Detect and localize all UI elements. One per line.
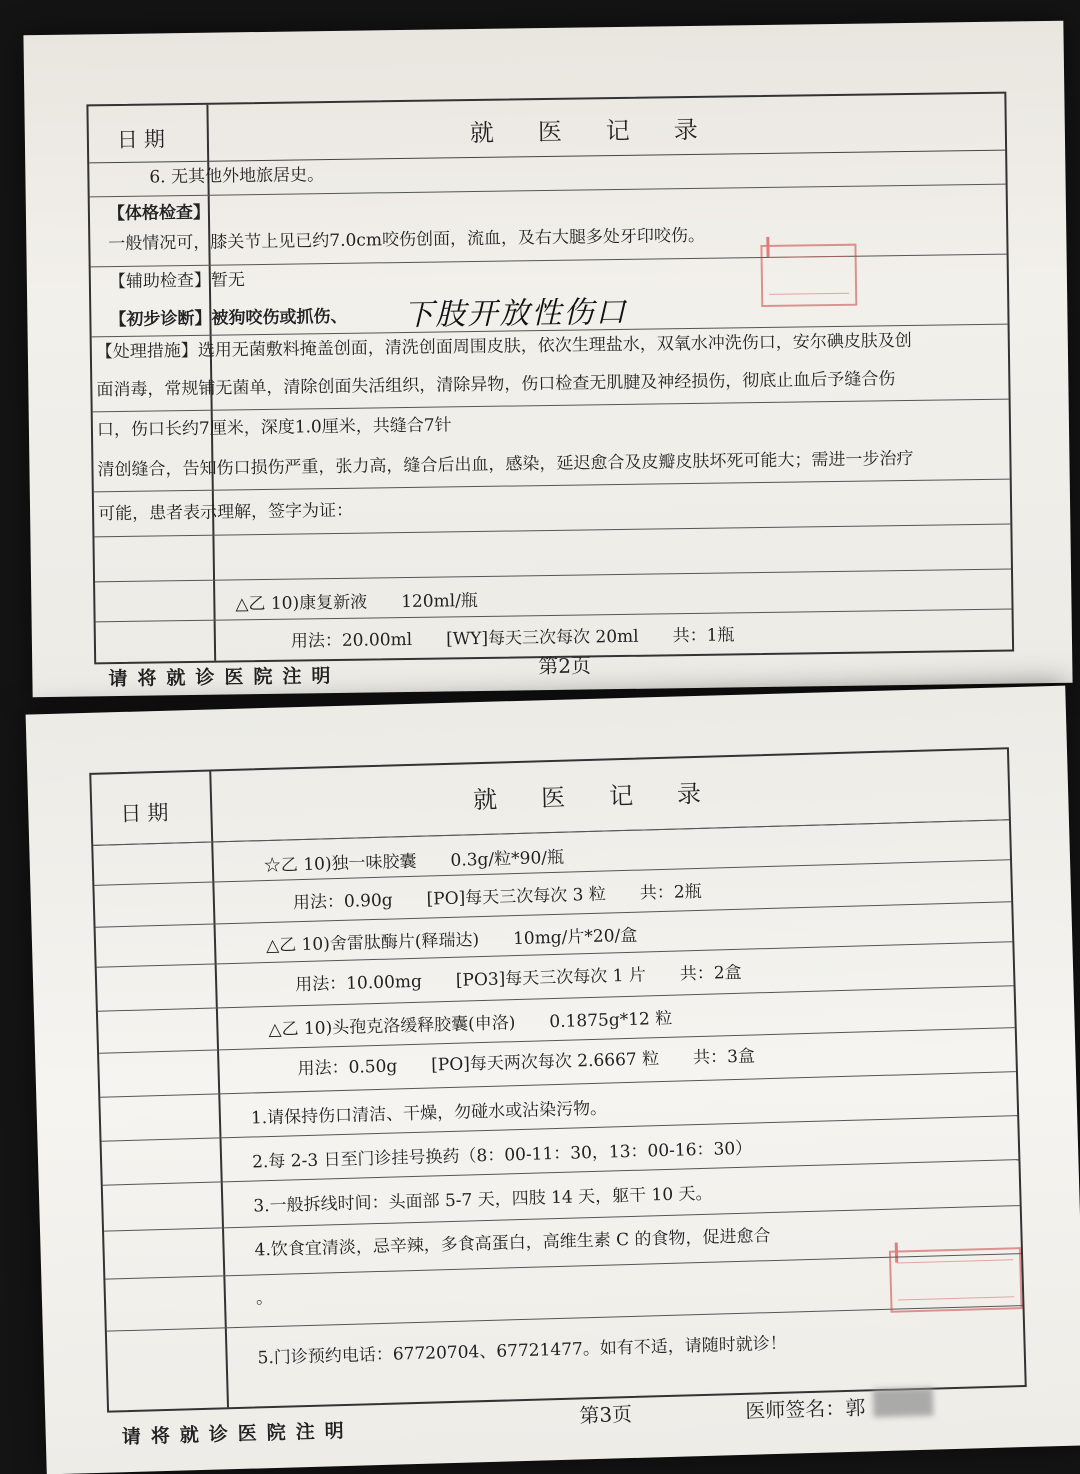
drug-line: △乙 10)头孢克洛缓释胶囊(申洛) 0.1875g*12 粒 [268,1008,673,1041]
usage-line: 用法：0.90g [PO]每天三次每次 3 粒 共：2瓶 [292,881,702,914]
record-line: 【辅助检查】暂无 [108,270,246,293]
drug-line: △乙 10)舍雷肽酶片(释瑞达) 10mg/片*20/盒 [265,925,638,957]
instruction-line: 1.请保持伤口清洁、干燥，勿碰水或沾染污物。 [250,1098,608,1129]
redacted-signature [873,1388,934,1418]
usage-line: 用法：0.50g [PO]每天两次每次 2.6667 粒 共：3盒 [297,1046,756,1080]
drug-line: ☆乙 10)独一味胶囊 0.3g/粒*90/瓶 [263,847,565,877]
record-table [86,92,1014,665]
record-line: 口，伤口长约7厘米，深度1.0厘米，共缝合7针 [96,415,452,441]
instruction-line: 4.饮食宜清淡，忌辛辣，多食高蛋白，高维生素 C 的食物，促进愈合 [254,1226,771,1261]
record-line: 可能，患者表示理解，签字为证： [97,500,354,525]
record-line: 面消毒，常规铺无菌单，清除创面失活组织，清除异物，伤口检查无肌腱及神经损伤，彻底止血后予缝合伤 [96,369,896,401]
drug-line: △乙 10)康复新液 120ml/瓶 [235,591,478,615]
hospital-stamp [760,244,857,307]
date-header: 日期 [116,127,172,152]
instruction-line: 。 [255,1287,274,1309]
record-line: 一般情况可，膝关节上见已约7.0cm咬伤创面，流血，及右大腿多处牙印咬伤。 [108,225,706,255]
instruction-line: 3.一般拆线时间：头面部 5-7 天，四肢 14 天，躯干 10 天。 [253,1183,713,1217]
record-page-2 [23,21,1072,697]
page-number: 第3页 [579,1402,633,1428]
instruction-line: 2.每 2-3 日至门诊挂号换药（8：00-11：30，13：00-16：30） [251,1138,753,1173]
footer-note: 请将就诊医院注明 [108,664,341,691]
record-title: 就医记录 [469,115,743,148]
record-line: 【初步诊断】被狗咬伤或抓伤、 [109,306,348,331]
doctor-signature-label: 医师签名：郭 [744,1395,866,1423]
record-page-3 [26,686,1080,1474]
hospital-stamp [889,1247,1023,1313]
usage-line: 用法：20.00ml [WY]每天三次每次 20ml 共：1瓶 [290,625,735,652]
record-table [89,747,1027,1412]
usage-line: 用法：10.00mg [PO3]每天三次每次 1 片 共：2盒 [294,962,742,996]
record-title: 就医记录 [472,778,746,815]
record-line: 6. 无其他外地旅居史。 [149,165,325,188]
record-line: 【处理措施】选用无菌敷料掩盖创面，清洗创面周围皮肤，依次生理盐水，双氧水冲洗伤口，安尔碘皮肤及创 [95,330,912,363]
date-column [91,772,229,1411]
page-number: 第2页 [538,653,592,679]
date-header: 日期 [120,800,175,827]
instruction-line: 5.门诊预约电话：67720704、67721477。如有不适，请随时就诊！ [257,1333,788,1369]
record-line: 清创缝合，告知伤口损伤严重，张力高，缝合后出血，感染，延迟愈合及皮瓣皮肤坏死可能大；需进一步治疗 [97,448,914,481]
table-header [88,94,1005,164]
handwritten-diagnosis: 下肢开放性伤口 [403,294,628,334]
footer-note: 请将就诊医院注明 [121,1419,355,1449]
record-line: 【体格检查】 [107,202,211,225]
